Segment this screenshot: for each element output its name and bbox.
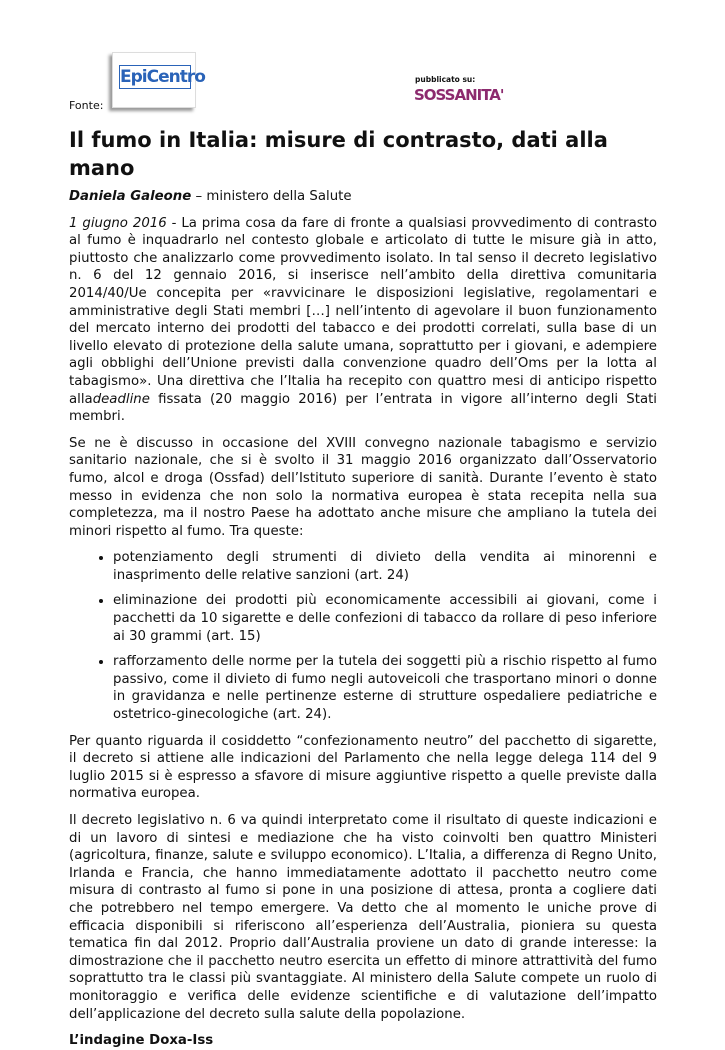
measures-list — [69, 549, 657, 723]
article — [69, 124, 657, 1050]
affiliation: – ministero della Salute — [191, 189, 352, 204]
epicentro-logo — [112, 52, 205, 108]
paragraph-1 — [69, 215, 657, 426]
author: Daniela Galeone — [69, 189, 192, 204]
list-item: • eliminazione dei prodotti più economicamente accessibili ai giovani, come i pacchetti da 10 sigarette e delle confezioni di tabacco da rollare di peso inferiore ai 30 grammi (art. 15) — [113, 592, 657, 645]
paragraph-1-text: - La prima cosa da fare di fronte a qualsiasi provvedimento di contrasto al fumo è inquadrarlo nel contesto globale e articolato di tutte le misure già in atto, piuttosto che analizzarlo come provvedimento isolato. In tal senso il decreto legislativo n. 6 del 12 gennaio 2016, si inserisce nell’ambito della direttiva comunitaria 2014/40/Ue concepita per «ravvicinare le disposizioni legislative, regolamentari e amministrative degli Stati membri […] nell’intento di agevolare il buon funzionamento del mercato interno dei prodotti del tabacco e dei prodotti correlati, sulla base di un livello elevato di protezione della salute umana, soprattutto per i giovani, e adempiere agli obblighi dell’Unione previsti dalla convenzione quadro dell’Oms per la lotta al tabagismo». Una direttiva che l’Italia ha recepito con quattro mesi di anticipo rispetto alla — [69, 215, 657, 407]
deadline-term: deadline — [92, 391, 150, 407]
paragraph-4: Il decreto legislativo n. 6 va quindi interpretato come il risultato di queste indicazioni e di un lavoro di sintesi e mediazione che ha visto coinvolti ben quattro Ministeri (agricoltura, finanze, salute e sviluppo economico). L’Italia, a differenza di Regno Unito, Irlanda e Francia, che hanno immediatamente adottato il pacchetto neutro come misura di contrasto al fumo si pone in una posizione di attesa, pronta a cogliere dati che potrebbero nel tempo emergere. Va detto che al momento le uniche prove di efficacia disponibili si riferiscono all’esperienza dell’Australia, pioniera su questa tematica fin dal 2012. Proprio dall’Australia proviene un dato di grande interesse: la dimostrazione che il pacchetto neutro esercita un effetto di minore attrattività del fumo soprattutto tra le classi più svantaggiate. Al ministero della Salute compete un ruolo di monitoraggio e verifica delle evidenze scientifiche e di valutazione dell’impatto dell’applicazione del decreto sulla salute della popolazione. — [69, 813, 657, 1022]
paragraph-3: Per quanto riguarda il cosiddetto “confezionamento neutro” del pacchetto di sigarette, il decreto si attiene alle indicazioni del Parlamento che nella legge delega 114 del 9 luglio 2015 si è espresso a sfavore di misure aggiuntive rispetto a quelle previste dalla normativa europea. — [69, 733, 657, 802]
epicentro-logo-text: EpiCentro — [120, 67, 205, 87]
article-title: Il fumo in Italia: misure di contrasto, dati alla mano — [69, 128, 608, 180]
date: 1 giugno 2016 — [69, 215, 167, 231]
list-item: • potenziamento degli strumenti di divieto della vendita ai minorenni e inasprimento delle relative sanzioni (art. 24) — [113, 549, 657, 584]
byline — [69, 188, 657, 206]
paragraph-1-end: fissata (20 maggio 2016) per l’entrata in vigore all’interno degli Stati membri. — [69, 391, 657, 425]
list-item: • rafforzamento delle norme per la tutela dei soggetti più a rischio rispetto al fumo passivo, come il divieto di fumo negli autoveicoli che trasportano minori o donne in gravidanza e nelle pertinenze esterne di strutture ospedaliere pediatriche e ostetrico-ginecologiche (art. 24). — [113, 653, 657, 723]
paragraph-2: Se ne è discusso in occasione del XVIII convegno nazionale tabagismo e servizio sanitario nazionale, che si è svolto il 31 maggio 2016 organizzato dall’Osservatorio fumo, alcol e droga (Ossfad) dell’Istituto superiore di sanità. Durante l’evento è stato messo in evidenza che non solo la normativa europea è stata recepita nella sua completezza, ma il nostro Paese ha adottato anche misure che ampliano la tutela dei minori rispetto al fumo. Tra queste: — [69, 435, 657, 539]
section-heading: L’indagine Doxa-Iss — [69, 1033, 214, 1049]
sossanita-logo: SOSSANITA' — [414, 86, 504, 104]
published-label: pubblicato su: — [415, 75, 476, 84]
source-label: Fonte: — [69, 99, 104, 112]
